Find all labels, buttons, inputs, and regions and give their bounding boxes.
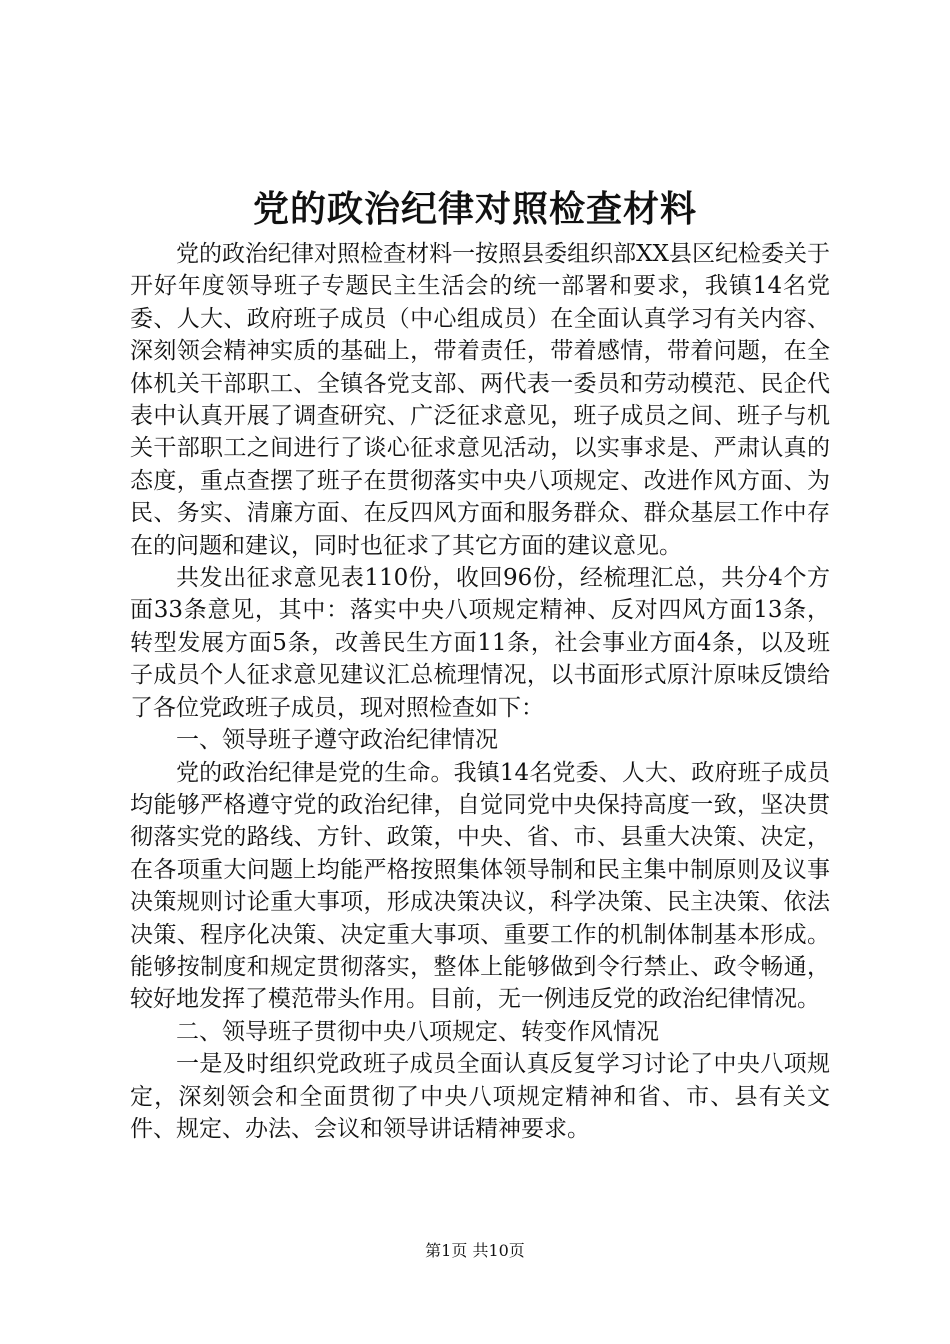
section-heading-political-discipline: 一、领导班子遵守政治纪律情况 (176, 727, 498, 754)
document-body (130, 238, 830, 1145)
page-number: 第1页 共10页 (425, 1241, 525, 1260)
paragraph-survey-summary: 共发出征求意见表110份，收回96份，经梳理汇总，共分4个方面33条意见，其中：落实中央八项规定精神、反对四风方面13条，转型发展方面5条，改善民生方面11条，社会事业方面4条，以及班子成员个人征求意见建议汇总梳理情况，以书面形式原汁原味反馈给了各位党政班子成员，现对照检查如下： (130, 565, 830, 721)
document-title: 党的政治纪律对照检查材料 (252, 188, 697, 230)
paragraph-eight-regulations: 一是及时组织党政班子成员全面认真反复学习讨论了中央八项规定，深刻领会和全面贯彻了中央八项规定精神和省、市、县有关文件、规定、办法、会议和领导讲话精神要求。 (130, 1051, 830, 1142)
paragraph-political-discipline: 党的政治纪律是党的生命。我镇14名党委、人大、政府班子成员均能够严格遵守党的政治纪律，自觉同党中央保持高度一致，坚决贯彻落实党的路线、方针、政策，中央、省、市、县重大决策、决定，在各项重大问题上均能严格按照集体领导制和民主集中制原则及议事决策规则讨论重大事项，形成决策决议，科学决策、民主决策、依法决策、程序化决策、决定重大事项、重要工作的机制体制基本形成。能够按制度和规定贯彻落实，整体上能够做到令行禁止、政令畅通，较好地发挥了模范带头作用。目前，无一例违反党的政治纪律情况。 (130, 759, 830, 1013)
paragraph-intro: 党的政治纪律对照检查材料一按照县委组织部XX县区纪检委关于开好年度领导班子专题民主生活会的统一部署和要求，我镇14名党委、人大、政府班子成员（中心组成员）在全面认真学习有关内容、深刻领会精神实质的基础上，带着责任，带着感情，带着问题，在全体机关干部职工、全镇各党支部、两代表一委员和劳动模范、民企代表中认真开展了调查研究、广泛征求意见，班子成员之间、班子与机关干部职工之间进行了谈心征求意见活动，以实事求是、严肃认真的态度，重点查摆了班子在贯彻落实中央八项规定、改进作风方面、为民、务实、清廉方面、在反四风方面和服务群众、群众基层工作中存在的问题和建议，同时也征求了其它方面的建议意见。 (130, 241, 830, 559)
section-heading-eight-regulations: 二、领导班子贯彻中央八项规定、转变作风情况 (176, 1018, 659, 1045)
